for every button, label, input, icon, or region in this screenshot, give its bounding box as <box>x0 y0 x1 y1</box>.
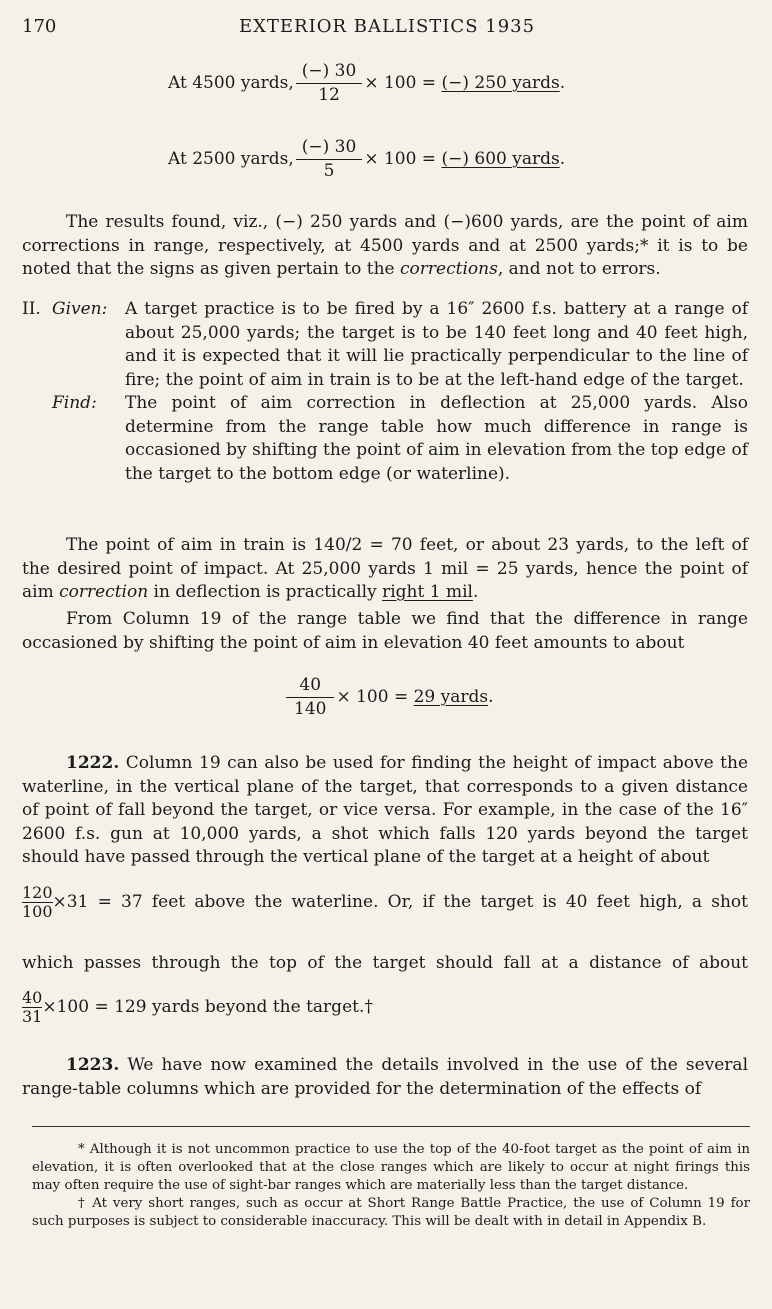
formula-text: ×31 = 37 feet above the waterline. Or, if the target is 40 feet high, a shot <box>52 892 748 913</box>
fraction-numerator: 120 <box>22 883 53 902</box>
formula-line-feet <box>22 885 748 921</box>
formula-line-yards <box>22 990 748 1026</box>
emphasis-corrections: corrections <box>400 259 498 279</box>
formula-text: ×100 = 129 yards beyond the target.† <box>42 997 373 1018</box>
paragraph-text: The point of aim in train is 140/2 = 70 feet, or about 23 yards, to the left of the desired point of impact. At 25,000 yards 1 mil = 25 yards, hence the point of aim <box>22 535 748 602</box>
footnote-divider <box>32 1126 750 1127</box>
equation-4500-yards <box>168 62 565 104</box>
fraction-denominator: 140 <box>286 697 334 719</box>
paragraph-text: From Column 19 of the range table we find that the difference in range occasioned by shifting the point of aim in elevation 40 feet amounts to about <box>22 609 748 653</box>
paragraph-text: which passes through the top of the target should fall at a distance of about <box>22 953 748 973</box>
fraction-denominator: 12 <box>296 83 363 105</box>
paragraph-point-of-aim <box>22 534 748 605</box>
paragraph-results <box>22 211 748 282</box>
emphasis-correction: correction <box>59 582 149 602</box>
equation-result: 29 yards <box>413 687 489 708</box>
fraction-denominator: 31 <box>22 1006 43 1026</box>
section-1223 <box>22 1054 748 1101</box>
fraction <box>290 676 330 718</box>
find-label-text: Find: <box>52 393 97 413</box>
given-text: A target practice is to be fired by a 16″ 2600 f.s. battery at a range of about 25,000 yards; the target is to be 140 feet long and 40 feet high, and it is expected that it will lie practically perpendicular to the line of fire; the point of aim in train is to be at the left-hand edge of the target. <box>125 299 748 390</box>
paragraph-text: Column 19 can also be used for finding the height of impact above the waterline, in the vertical plane of the target, that corresponds to a given distance of point of fall beyond the target, or vice versa. For example, in the case of the 16″ 2600 f.s. gun at 10,000 yards, a shot which falls 120 yards beyond the target should have passed through the vertical plane of the target at a height of about <box>22 753 749 867</box>
paragraph-end: . <box>472 582 479 602</box>
footnote-dagger: † At very short ranges, such as occur at Short Range Battle Practice, the use of Column 19 for such purposes is subject to considerable inaccuracy. This will be dealt with in detail in Appendix B. <box>32 1196 750 1229</box>
fraction-denominator: 100 <box>22 901 53 921</box>
footnotes <box>32 1141 750 1231</box>
equation-result: (−) 600 yards <box>441 149 560 170</box>
find-label <box>22 392 125 486</box>
problem-ii <box>22 298 748 486</box>
page-number: 170 <box>22 16 57 37</box>
running-title: EXTERIOR BALLISTICS 1935 <box>238 16 536 37</box>
equation-2500-yards <box>168 138 565 180</box>
fraction-numerator: 40 <box>22 988 43 1007</box>
fraction-numerator: 40 <box>299 675 322 695</box>
paragraph-text: in deflection is practically <box>148 582 383 602</box>
equation-end: . <box>559 73 566 94</box>
equation-29-yards <box>284 676 494 718</box>
fraction-numerator: (−) 30 <box>301 137 357 157</box>
equation-operator: × 100 = <box>364 73 437 94</box>
section-1222 <box>22 752 748 870</box>
equation-prefix: At 4500 yards, <box>168 73 294 94</box>
paragraph-text: The results found, viz., (−) 250 yards and (−)600 yards, are the point of aim corrections in range, respectively, at 4500 yards and at 2500 yards;* it is to be noted that the signs as given pertain to the <box>22 212 748 279</box>
paragraph-text: We have now examined the details involved in the use of the several range-table columns which are provided for the determination of the effects of <box>22 1055 749 1099</box>
given-label-text: Given: <box>52 299 108 319</box>
problem-number: II. <box>22 299 41 319</box>
fraction-denominator: 5 <box>296 159 363 181</box>
equation-end: . <box>488 687 494 708</box>
fraction <box>22 990 42 1026</box>
section-number: 1223. <box>66 1055 120 1075</box>
equation-operator: × 100 = <box>364 149 437 170</box>
find-row <box>22 392 748 486</box>
equation-operator: × 100 = <box>336 687 409 708</box>
equation-end: . <box>559 149 566 170</box>
page-header <box>22 16 752 40</box>
fraction <box>300 138 359 180</box>
footnote-asterisk: * Although it is not uncommon practice to use the top of the 40-foot target as the point of aim in elevation, it is often overlooked that at the close ranges which are likely to occur at night firings this may often require the use of sight-bar ranges which are materially less than the target distance. <box>32 1142 750 1193</box>
equation-result: (−) 250 yards <box>441 73 560 94</box>
given-label <box>22 298 125 392</box>
find-text: The point of aim correction in deflection at 25,000 yards. Also determine from the range table how much difference in range is occasioned by shifting the point of aim in elevation from the top edge of the target to the bottom edge (or waterline). <box>125 393 748 484</box>
fraction <box>22 885 53 921</box>
paragraph-text: , and not to errors. <box>497 259 661 279</box>
paragraph-continuation <box>22 952 748 976</box>
section-number: 1222. <box>66 753 120 773</box>
underlined-answer: right 1 mil <box>382 582 473 602</box>
fraction <box>300 62 359 104</box>
paragraph-column-19 <box>22 608 748 655</box>
given-row <box>22 298 748 392</box>
fraction-numerator: (−) 30 <box>301 61 357 81</box>
equation-prefix: At 2500 yards, <box>168 149 294 170</box>
